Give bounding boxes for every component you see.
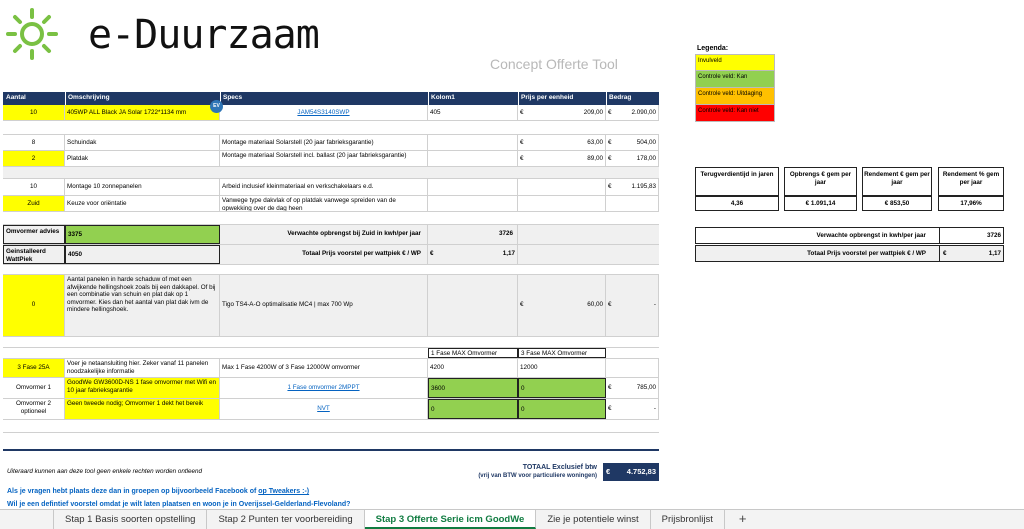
kpi-opbrengst-value: € 1.091,14 (784, 196, 857, 211)
omvormer1-bedrag: € 785,00 (606, 378, 659, 398)
panel-prijs: € 209,00 (518, 105, 606, 120)
tool-subtitle: Concept Offerte Tool (490, 56, 618, 72)
table-row-empty (3, 265, 659, 275)
disclaimer: Uiteraard kunnen aan deze tool geen enkele rechten worden ontleend (7, 468, 202, 475)
sheet-tab-bar (0, 509, 1024, 529)
summary-opbrengst (695, 227, 1004, 244)
orientatie-kolom1 (428, 196, 518, 211)
wattpiek-value: 4050 (65, 245, 220, 264)
montage-label: Montage 10 zonnepanelen (65, 179, 220, 195)
fase1-max: 4200 (428, 359, 518, 377)
omvormer-advies-label: Omvormer advies (3, 225, 65, 244)
kpi-terugverdientijd-value: 4,36 (695, 196, 779, 211)
opbrengst-zuid-value: 3726 (428, 225, 518, 244)
schuindak-bedrag: € 504,00 (606, 135, 659, 150)
fase3-header: 3 Fase MAX Omvormer (518, 348, 606, 358)
omvormer2-spec-link[interactable]: NVT (220, 399, 428, 419)
header-aantal: Aantal (4, 92, 66, 105)
brand-name: e-Duurzaam (88, 12, 319, 58)
panel-bedrag: € 2.090,00 (606, 105, 659, 120)
table-row-netaansluiting (3, 359, 659, 378)
omvormer2-fase1: 0 (428, 399, 518, 419)
optimizer-specs: Tigo TS4-A-O optimalisatie MC4 | max 700 Wp (220, 275, 428, 336)
table-row-empty (3, 337, 659, 348)
tab-prijsbronlijst[interactable]: Prijsbronlijst (651, 510, 725, 529)
platdak-prijs: € 89,00 (518, 151, 606, 166)
table-row-empty (3, 167, 659, 179)
omvormer1-select[interactable]: GoodWe GW3600D-NS 1 fase omvormer met Wifi en 10 jaar fabrieksgarantie (65, 378, 220, 398)
montage-kolom1 (428, 179, 518, 195)
kpi-terugverdientijd-label: Terugverdientijd in jaren (695, 167, 779, 196)
summary-wattpiek-value: € 1,17 (939, 246, 1004, 261)
table-row-orientatie (3, 196, 659, 212)
orientatie-bedrag (606, 196, 659, 211)
table-row-empty (3, 212, 659, 225)
header-bedrag: Bedrag (607, 92, 660, 105)
header-kolom1: Kolom1 (429, 92, 519, 105)
summary-wattpiek (695, 245, 1004, 262)
panel-select[interactable]: 405WP ALL Black JA Solar 1722*1134 mm (65, 105, 220, 120)
tab-stap2[interactable]: Stap 2 Punten ter voorbereiding (207, 510, 364, 529)
platdak-aantal-input[interactable]: 2 (3, 151, 65, 166)
legend (695, 45, 775, 122)
netaansluiting-description: Voer je netaansluiting hier. Zeker vanaf 11 panelen noodzakelijke informatie (65, 359, 220, 377)
table-row-panels (3, 105, 659, 121)
panel-aantal-input[interactable]: 10 (3, 105, 65, 120)
omvormer2-select[interactable]: Geen tweede nodig; Omvormer 1 dekt het bereik (65, 399, 220, 419)
prijs-wattpiek-label: Totaal Prijs voorstel per wattpiek € / WP (220, 245, 428, 264)
legend-item-kan: Controle veld: Kan (695, 71, 775, 88)
netaansluiting-bedrag (606, 359, 659, 377)
omvormer-advies-value: 3375 (65, 225, 220, 244)
kpi-rendement-pct-value: 17,96% (938, 196, 1004, 211)
orientatie-prijs (518, 196, 606, 211)
netaansluiting-select[interactable]: 3 Fase 25A (3, 359, 65, 377)
platdak-label: Platdak (65, 151, 220, 166)
prijs-wattpiek-value: € 1,17 (428, 245, 518, 264)
header-prijs: Prijs per eenheid (519, 92, 607, 105)
orientatie-select[interactable]: Zuid (3, 196, 65, 211)
summary-wattpiek-label: Totaal Prijs voorstel per wattpiek € / WP (807, 250, 926, 257)
optimizer-bedrag: € - (606, 275, 659, 336)
omvormer2-label: Omvormer 2 optioneel (3, 399, 65, 419)
optimizer-description: Aantal panelen in harde schaduw of met een afwijkende hellingshoek zoals bij een dakkapel. Of bij een combinatie van schuin en plat dak op 1 omvormer. Kies dan het aantal van plat dak ivm de mindere hellingshoek. (65, 275, 220, 336)
tab-scroll-area (0, 510, 54, 529)
montage-prijs (518, 179, 606, 195)
table-row-empty (3, 121, 659, 135)
montage-aantal: 10 (3, 179, 65, 195)
fase3-max: 12000 (518, 359, 606, 377)
optimizer-prijs: € 60,00 (518, 275, 606, 336)
schuindak-prijs: € 63,00 (518, 135, 606, 150)
omvormer1-spec-link[interactable]: 1 Fase omvormer 2MPPT (220, 378, 428, 398)
omvormer1-label: Omvormer 1 (3, 378, 65, 398)
platdak-specs: Montage materiaal Solarstell incl. ballast (20 jaar fabrieksgarantie) (220, 151, 428, 166)
netaansluiting-specs: Max 1 Fase 4200W of 3 Fase 12000W omvormer (220, 359, 428, 377)
header-specs: Specs (221, 92, 429, 105)
table-row-platdak (3, 151, 659, 167)
table-row-omvormer-advies (3, 225, 659, 245)
fase1-header: 1 Fase MAX Omvormer (428, 348, 518, 358)
omvormer2-bedrag: € - (606, 399, 659, 419)
summary-opbrengst-label: Verwachte opbrengst in kwh/per jaar (816, 232, 926, 239)
optimizer-aantal-input[interactable]: 0 (3, 275, 65, 336)
table-header (3, 92, 659, 105)
montage-bedrag: € 1.195,83 (606, 179, 659, 195)
table-row-omvormer2 (3, 399, 659, 420)
legend-item-uitdaging: Controle veld: Uitdaging (695, 88, 775, 105)
panel-kolom1: 405 (428, 105, 518, 120)
table-row-wattpiek (3, 245, 659, 265)
schuindak-kolom1 (428, 135, 518, 150)
table-row-schuindak (3, 135, 659, 151)
offer-line[interactable]: Wil je een defintief voorstel omdat je wilt laten plaatsen en woon je in Overijssel-Gelderland-Flevoland? (7, 501, 351, 508)
kpi-rendement-eur-label: Rendement € gem per jaar (862, 167, 932, 196)
tab-potentiele-winst[interactable]: Zie je potentiele winst (536, 510, 650, 529)
total-label: TOTAAL Exclusief btw (vrij van BTW voor particuliere woningen) (478, 464, 597, 479)
schuindak-label: Schuindak (65, 135, 220, 150)
legend-title: Legenda: (697, 45, 729, 52)
wattpiek-label: Geinstalleerd WattPiek (3, 245, 65, 264)
table-row-omvormer1 (3, 378, 659, 399)
tab-stap1[interactable]: Stap 1 Basis soorten opstelling (54, 510, 207, 529)
tweakers-link[interactable]: op Tweakers :-) (258, 488, 310, 495)
orientatie-label: Keuze voor oriëntatie (65, 196, 220, 211)
table-row-empty (3, 433, 659, 451)
schuindak-specs: Montage materiaal Solarstell (20 jaar fabrieksgarantie) (220, 135, 428, 150)
omvormer2-fase3: 0 (518, 399, 606, 419)
omvormer1-fase3: 0 (518, 378, 606, 398)
schuindak-aantal[interactable]: 8 (3, 135, 65, 150)
kpi-opbrengst-label: Opbrengs € gem per jaar (784, 167, 857, 196)
table-row-fase-header (3, 348, 659, 359)
header-omschrijving: Omschrijving (66, 92, 221, 105)
table-row-optimizer (3, 275, 659, 337)
table-row-montage (3, 179, 659, 196)
platdak-kolom1 (428, 151, 518, 166)
summary-opbrengst-value: 3726 (939, 228, 1004, 243)
optimizer-kolom1 (428, 275, 518, 336)
tab-stap3[interactable]: Stap 3 Offerte Serie icm GoodWe (365, 510, 537, 529)
add-sheet-icon[interactable]: + (738, 511, 747, 526)
total-value: € 4.752,83 (603, 463, 659, 481)
opbrengst-zuid-label: Verwachte opbrengst bij Zuid in kwh/per jaar (220, 225, 428, 244)
montage-specs: Arbeid inclusief kleinmateriaal en verkschakelaars e.d. (220, 179, 428, 195)
legend-item-kan-niet: Controle veld: Kan niet (695, 105, 775, 122)
table-row-empty (3, 420, 659, 433)
kpi-rendement-eur-value: € 853,50 (862, 196, 932, 211)
help-line: Als je vragen hebt plaats deze dan in groepen op bijvoorbeeld Facebook of op Tweakers :-) (7, 488, 310, 495)
legend-item-invulveld: Invulveld (695, 54, 775, 71)
omvormer1-fase1: 3600 (428, 378, 518, 398)
panel-spec-link[interactable]: JAM54S3140SWP (220, 105, 428, 120)
orientatie-specs: Vanwege type dakvlak of op platdak vanwege spreiden van de opwekking over de dag heen (220, 196, 428, 211)
platdak-bedrag: € 178,00 (606, 151, 659, 166)
ev-badge: EV (210, 100, 223, 113)
kpi-rendement-pct-label: Rendement % gem per jaar (938, 167, 1004, 196)
sun-logo-icon (6, 8, 58, 60)
